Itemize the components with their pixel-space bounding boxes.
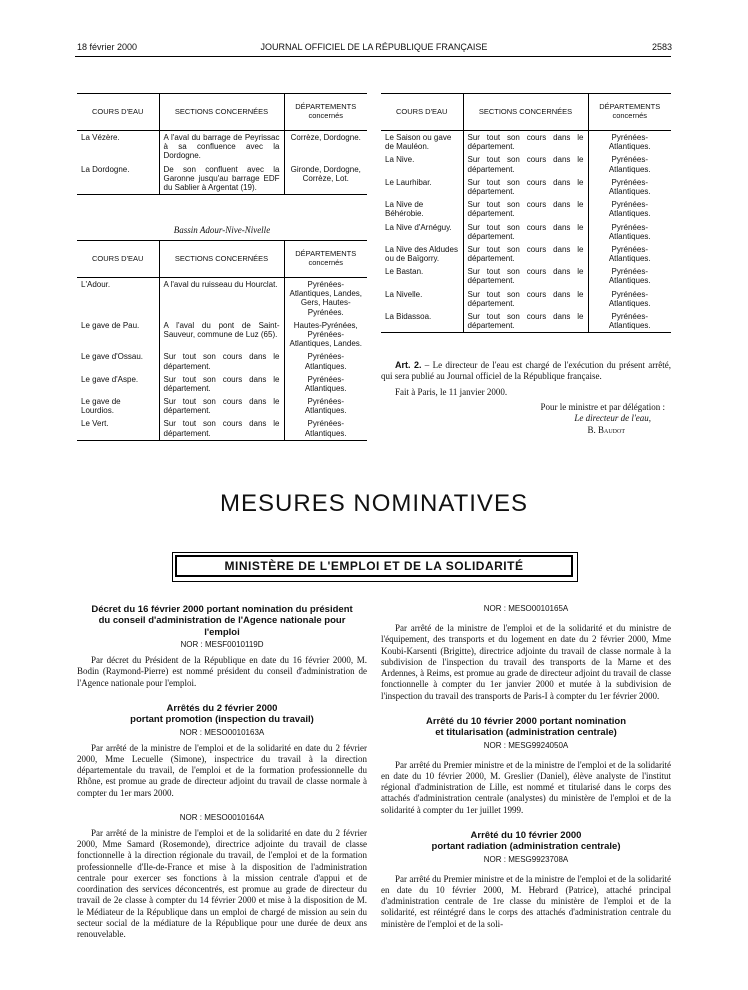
river-cell: Le gave de Lourdios.: [81, 397, 121, 416]
section-cell: Sur tout son cours dans le département.: [463, 153, 588, 175]
col-header-river: COURS D'EAU: [77, 94, 159, 131]
decret-nor: NOR : MESF0010119D: [180, 640, 264, 650]
section-cell: Sur tout son cours dans le département.: [463, 310, 588, 333]
article-2-text: Art. 2. – Le directeur de l'eau est chargé de l'exécution du présent arrêté, qui sera publié au Journal officiel de la République française.: [381, 360, 671, 382]
dept-cell: Gironde, Dordogne, Corrèze, Lot.: [284, 163, 367, 195]
river-cell: Le Vert.: [81, 419, 109, 429]
dept-cell: Hautes-Pyrénées, Pyrénées-Atlantiques, Landes.: [284, 319, 367, 351]
river-cell: Le gave d'Ossau.: [81, 352, 144, 362]
table-row: [77, 417, 367, 440]
section-cell: Sur tout son cours dans le département.: [463, 131, 588, 154]
col-header-river: COURS D'EAU: [381, 94, 463, 131]
dept-cell: Pyrénées-Atlantiques.: [588, 153, 671, 175]
radiation-nor: NOR : MESG9923708A: [483, 854, 569, 864]
arrete-nor-3: NOR : MESO0010165A: [483, 604, 569, 613]
river-cell: Le Saison ou gave de Mauléon.: [385, 133, 452, 152]
section-cell: Sur tout son cours dans le département.: [463, 288, 588, 310]
signature-line-2: Le directeur de l'eau,: [574, 413, 651, 424]
radiation-title-2: portant radiation (administration centrale): [431, 841, 621, 853]
river-cell: La Nive.: [385, 155, 415, 165]
table-row: [381, 221, 671, 243]
rivers-table-top: [77, 93, 367, 195]
river-cell: L'Adour.: [81, 280, 111, 289]
section-cell: A l'aval du ruisseau du Hourclat.: [159, 278, 284, 319]
table-row: [77, 373, 367, 395]
mesures-title: MESURES NOMINATIVES: [220, 490, 528, 517]
ministry-box: [175, 555, 573, 577]
header-rule: [75, 56, 671, 57]
section-cell: A l'aval du barrage de Peyrissac à sa confluence avec la Dordogne.: [159, 131, 284, 163]
table-row: [77, 278, 367, 319]
river-cell: Le gave de Pau.: [81, 320, 140, 330]
signature-line-3: B. Baudot: [587, 425, 625, 436]
article-2: [381, 360, 671, 437]
section-cell: Sur tout son cours dans le département.: [463, 198, 588, 220]
col-header-depts: DÉPARTEMENTS concernés: [284, 94, 367, 131]
dept-cell: Pyrénées-Atlantiques.: [284, 417, 367, 440]
nomination-title-2: et titularisation (administration centrale): [435, 727, 617, 739]
dept-cell: Pyrénées-Atlantiques.: [588, 243, 671, 265]
table-row: [381, 265, 671, 287]
nomination-text: Par arrêté du Premier ministre et de la ministre de l'emploi et de la solidarité en date du 10 février 2000, M. Greslier (Daniel), élève analyste de l'institut régional d'administration de Lille, est nommé et titularisé dans le corps des attachés d'administration centrale (analystes) du ministère de l'emploi et de la solidarité à compter du 1er juillet 1999.: [381, 759, 671, 815]
arrete-text-1: Par arrêté de la ministre de l'emploi et de la solidarité en date du 2 février 2000, Mme Lecuelle (Simone), inspectrice du travail à la direction départementale du travail, de l'emploi et de la formation professionnelle du Rhône, est promue au grade de directeur adjoint du travail de classe normale à compter du 1er mars 2000.: [77, 742, 367, 798]
radiation-title-1: Arrêté du 10 février 2000: [470, 829, 582, 841]
table-row: [381, 131, 671, 154]
river-cell: Le Laurhibar.: [385, 177, 432, 187]
arrete-nor-1: NOR : MESO0010163A: [179, 727, 265, 737]
page-number: 2583: [651, 42, 672, 52]
col-header-sections: SECTIONS CONCERNÉES: [159, 94, 284, 131]
dept-cell: Pyrénées-Atlantiques, Landes, Gers, Hautes-Pyrénées.: [284, 278, 367, 319]
dept-cell: Pyrénées-Atlantiques.: [588, 310, 671, 333]
table-row: [381, 176, 671, 198]
decret-title: Décret du 16 février 2000 portant nomination du président du conseil d'administration de l'Agence nationale pour l'emploi: [91, 604, 353, 638]
article-2-done: Fait à Paris, le 11 janvier 2000.: [395, 386, 508, 397]
river-cell: La Dordogne.: [81, 164, 130, 174]
journal-title: JOURNAL OFFICIEL DE LA RÉPUBLIQUE FRANÇAISE: [260, 42, 488, 52]
right-column: [381, 604, 671, 930]
dept-cell: Pyrénées-Atlantiques.: [284, 395, 367, 417]
decret-text: Par décret du Président de la République en date du 16 février 2000, M. Bodin (Raymond-Pierre) est nommé président du conseil d'administration de l'Agence nationale pour l'emploi.: [77, 655, 367, 688]
signature-block: [381, 402, 671, 437]
dept-cell: Corrèze, Dordogne.: [284, 131, 367, 163]
rivers-table-right: [381, 93, 671, 333]
river-cell: La Nive de Béhérobie.: [385, 200, 424, 219]
col-header-sections: SECTIONS CONCERNÉES: [159, 241, 284, 278]
dept-cell: Pyrénées-Atlantiques.: [284, 350, 367, 372]
river-cell: La Bidassoa.: [385, 312, 432, 321]
nomination-title-1: Arrêté du 10 février 2000 portant nomination: [425, 715, 627, 727]
river-cell: La Nivelle.: [385, 289, 423, 299]
col-header-depts: DÉPARTEMENTS concernés: [284, 241, 367, 278]
table-row: [77, 395, 367, 417]
table-row: [381, 198, 671, 220]
arrete-text-3: Par arrêté de la ministre de l'emploi et de la solidarité et du ministre de l'équipement, des transports et du logement en date du 2 février 2000, Mme Koubi-Karsenti (Brigitte), directrice adjointe du travail de classe normale à la subdivision de l'inspection du travail des transports de la Marne et des Ardennes, à Reims, est promue au grade de directeur adjoint du travail de classe fonctionnelle à compter du 1er janvier 2000 et mutée à la subdivision de l'inspection du travail des transports de Paris-I à compter du 1er février 2000.: [381, 623, 671, 701]
left-column: [77, 604, 367, 940]
table-row: [77, 131, 367, 163]
dept-cell: Pyrénées-Atlantiques.: [588, 288, 671, 310]
dept-cell: Pyrénées-Atlantiques.: [588, 221, 671, 243]
dept-cell: Pyrénées-Atlantiques.: [588, 131, 671, 154]
col-header-depts: DÉPARTEMENTS concernés: [588, 94, 671, 131]
section-cell: Sur tout son cours dans le département.: [463, 265, 588, 287]
arretes-title-1: Arrêtés du 2 février 2000: [166, 702, 278, 714]
rivers-table-adour: [77, 240, 367, 441]
section-cell: Sur tout son cours dans le département.: [159, 395, 284, 417]
table-row: [77, 163, 367, 195]
river-cell: La Vézère.: [81, 133, 120, 142]
table-row: [77, 319, 367, 351]
ministry-title: MINISTÈRE DE L'EMPLOI ET DE LA SOLIDARITÉ: [224, 559, 524, 573]
dept-cell: Pyrénées-Atlantiques.: [588, 176, 671, 198]
river-cell: La Nive des Aldudes ou de Baïgorry.: [385, 244, 458, 264]
table-row: [381, 243, 671, 265]
table-row: [381, 310, 671, 333]
dept-cell: Pyrénées-Atlantiques.: [588, 198, 671, 220]
section-cell: Sur tout son cours dans le département.: [463, 176, 588, 198]
col-header-sections: SECTIONS CONCERNÉES: [463, 94, 588, 131]
basin-title: Bassin Adour-Nive-Nivelle: [173, 225, 271, 235]
river-cell: Le gave d'Aspe.: [81, 374, 139, 384]
river-cell: Le Bastan.: [385, 267, 424, 277]
dept-cell: Pyrénées-Atlantiques.: [284, 373, 367, 395]
arretes-title-2: portant promotion (inspection du travail): [130, 714, 314, 726]
table-row: [381, 288, 671, 310]
section-cell: A l'aval du pont de Saint-Sauveur, commune de Luz (65).: [159, 319, 284, 351]
table-row: [381, 153, 671, 175]
section-cell: Sur tout son cours dans le département.: [159, 350, 284, 372]
dept-cell: Pyrénées-Atlantiques.: [588, 265, 671, 287]
signature-line-1: Pour le ministre et par délégation :: [540, 401, 665, 412]
river-cell: La Nive d'Arnéguy.: [385, 222, 452, 232]
section-cell: Sur tout son cours dans le département.: [159, 373, 284, 395]
nomination-nor: NOR : MESG9924050A: [483, 740, 569, 750]
table-row: [77, 350, 367, 372]
arrete-nor-2: NOR : MESO0010164A: [179, 812, 265, 822]
col-header-river: COURS D'EAU: [77, 241, 159, 278]
section-cell: Sur tout son cours dans le département.: [463, 221, 588, 243]
section-cell: Sur tout son cours dans le département.: [159, 417, 284, 440]
section-cell: De son confluent avec la Garonne jusqu'au barrage EDF du Sablier à Argentat (19).: [159, 163, 284, 195]
radiation-text: Par arrêté du Premier ministre et de la ministre de l'emploi et de la solidarité en date du 10 février 2000, M. Hebrard (Patrice), attaché principal d'administration centrale de 1re classe du ministère de l'emploi et de la solidarité, est réintégré dans le corps des attachés d'administration centrale du ministère de l'emploi et de la soli-: [381, 873, 671, 929]
arrete-text-2: Par arrêté de la ministre de l'emploi et de la solidarité en date du 2 février 2000, Mme Samard (Rosemonde), directrice adjointe du travail de classe fonctionnelle à la direction régionale du travail, de l'emploi et de la formation professionnelle d'Ile-de-France et mise à la disposition de l'administration centrale pour exercer ses fonctions à la mission centrale d'appui et de coordination des services déconcentrés, est promue au grade de directeur du travail de 2e classe à compter du 14 février 2000 et mise à la disposition de M. le Médiateur de la République dans un emploi de chargé de mission au sein du secteur social de la médiature de la République pour une durée de deux ans renouvelable.: [77, 827, 367, 940]
header-date: 18 février 2000: [77, 42, 138, 52]
section-cell: Sur tout son cours dans le département.: [463, 243, 588, 265]
